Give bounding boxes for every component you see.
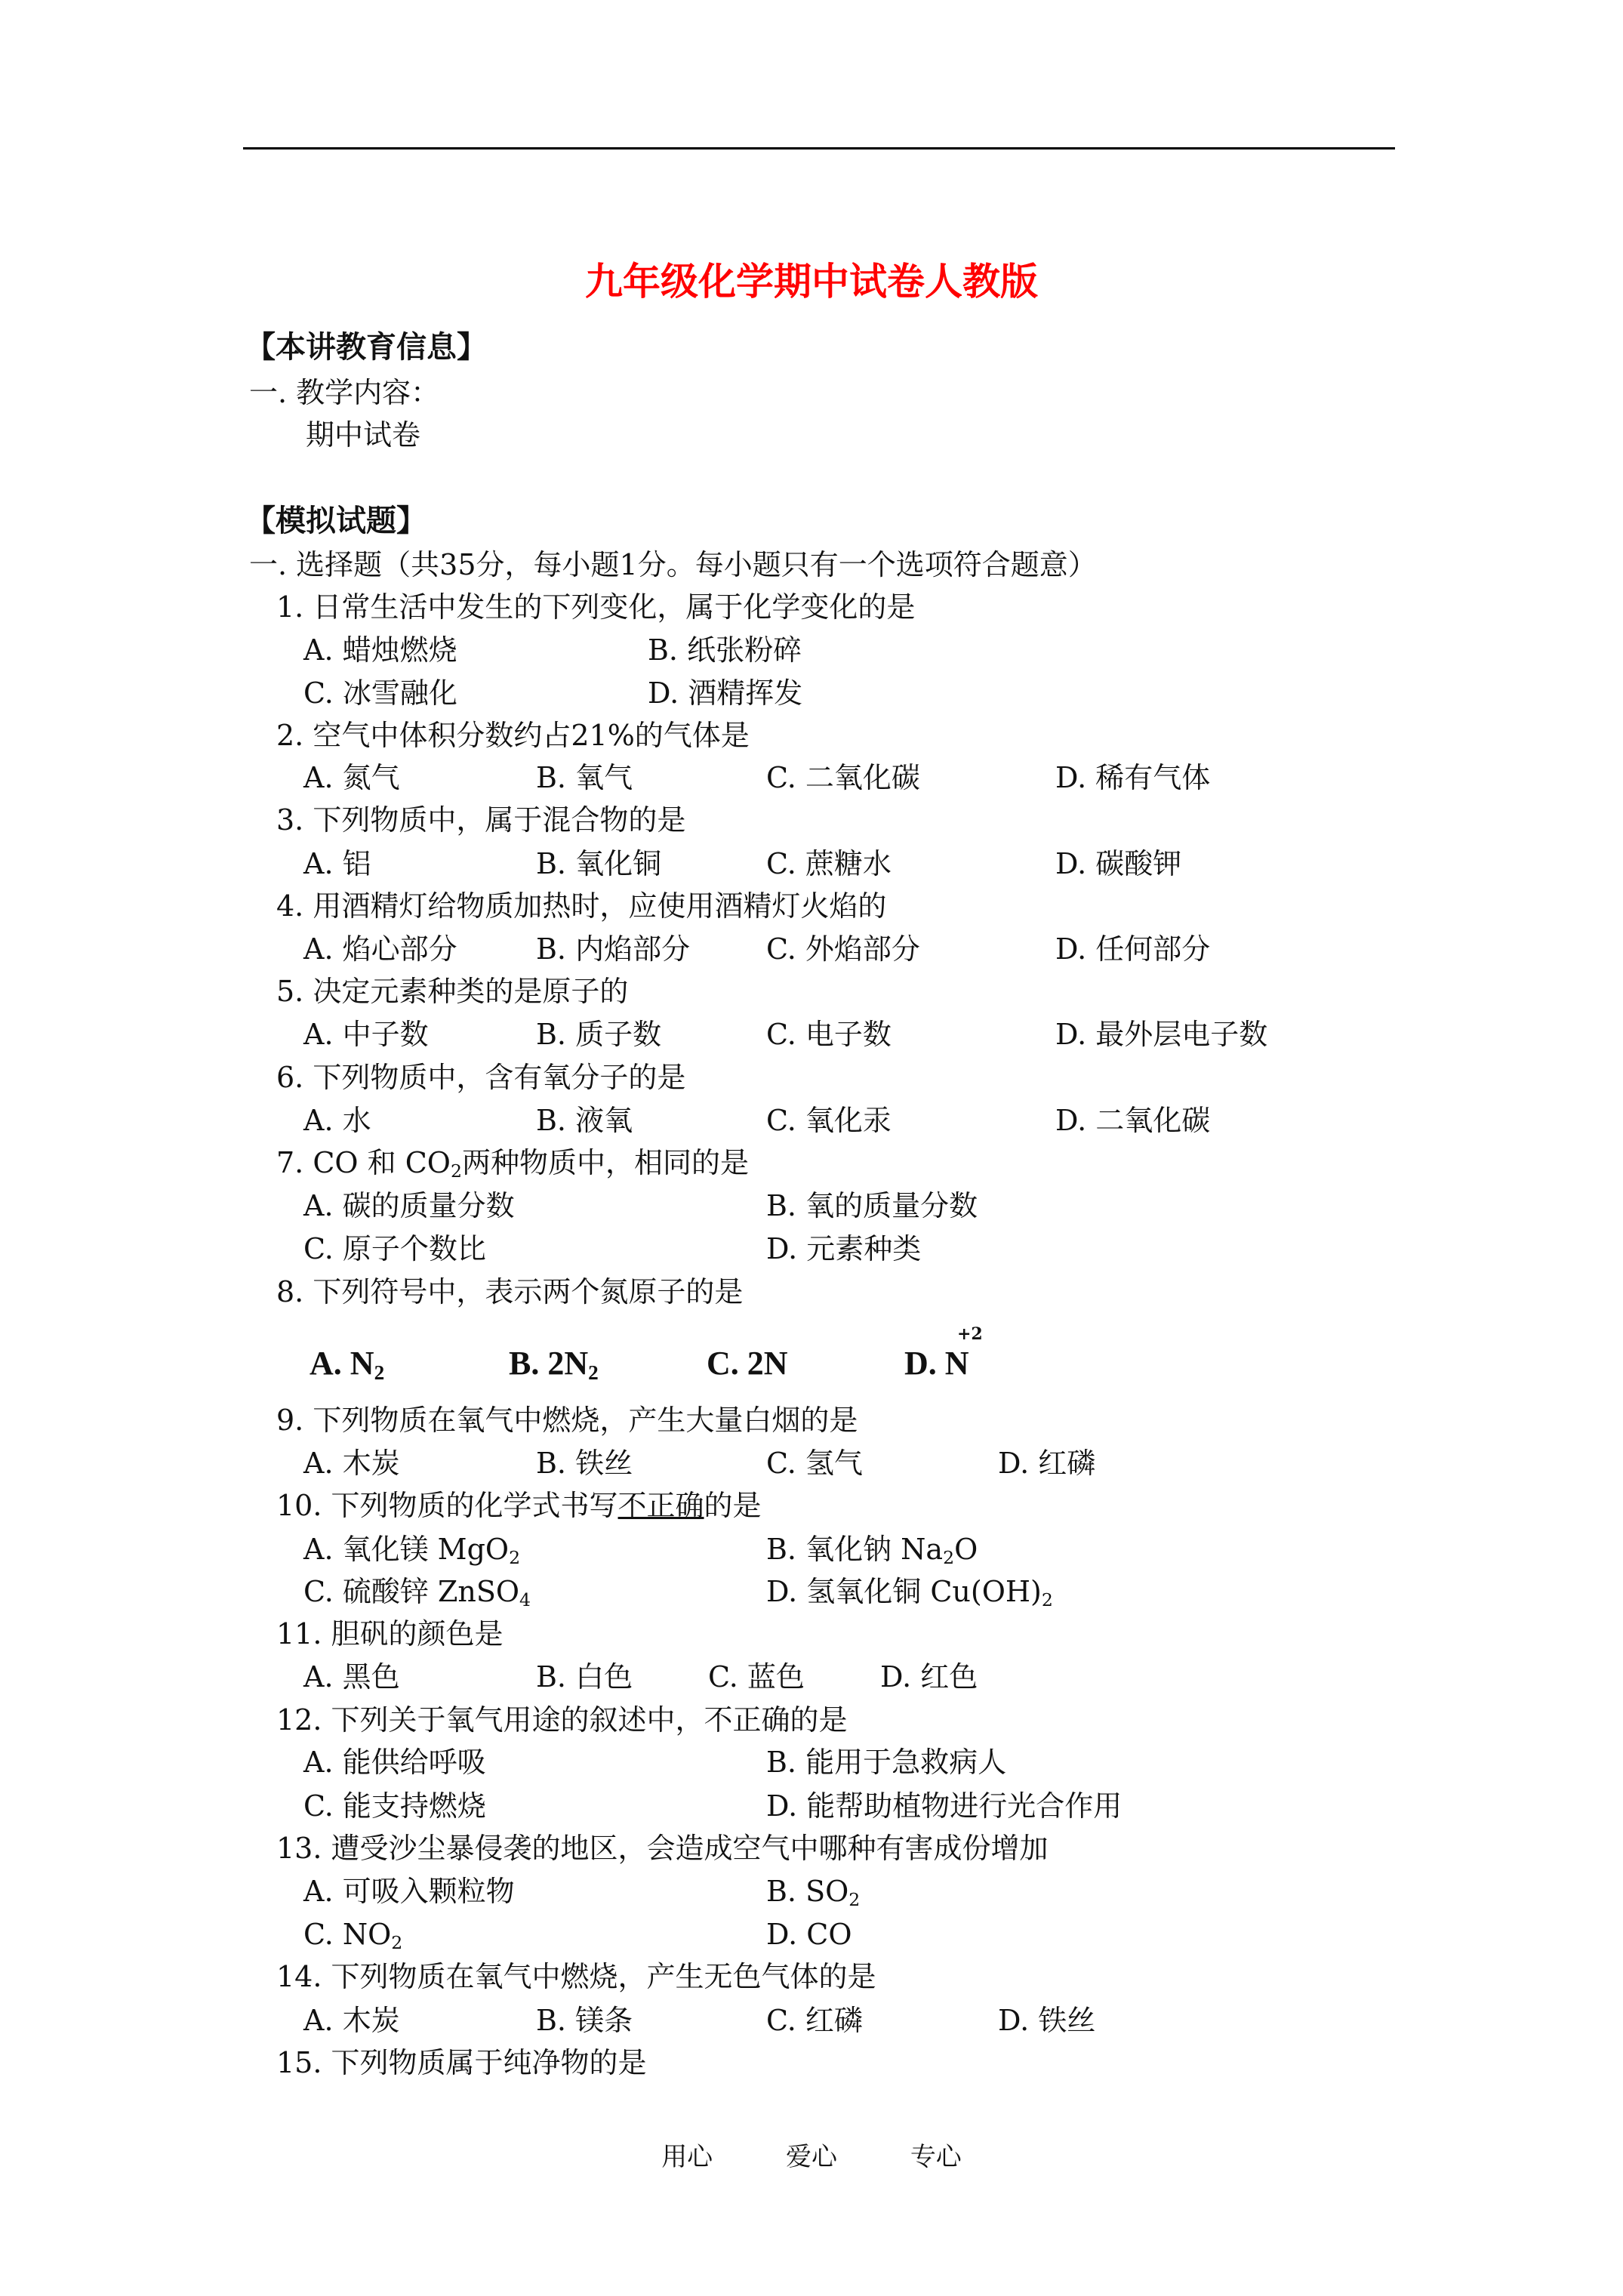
question-7: 7. CO 和 $CO_2$两种物质中，相同的是 [276,1146,749,1182]
question-9: 9. 下列物质在氧气中燃烧，产生大量白烟的是 [276,1404,858,1437]
q1-option-c: C. 冰雪融化 [303,676,457,710]
q12-option-a: A. 能供给呼吸 [303,1746,486,1779]
page-footer [0,2138,1623,2176]
q13-option-b: B. $SO_2$ [766,1875,861,1910]
q4-option-c: C. 外焰部分 [766,932,920,966]
q12-option-b: B. 能用于急救病人 [766,1746,1007,1779]
footer-text-1: 用心 [661,2142,713,2172]
page-title: 九年级化学期中试卷人教版 [585,259,1038,304]
q7-option-b: B. 氧的质量分数 [766,1189,978,1222]
q8-option-d: D. N [904,1345,969,1382]
q6-option-c: C. 氧化汞 [766,1104,892,1137]
q4-option-a: A. 焰心部分 [303,932,457,966]
question-15: 15. 下列物质属于纯净物的是 [276,2046,647,2079]
q7-option-d: D. 元素种类 [766,1232,922,1265]
part1-heading: 一. 选择题（共35分，每小题1分。每小题只有一个选项符合题意） [249,548,1097,581]
section-test-heading: 【模拟试题】 [245,503,427,538]
q7-option-c: C. 原子个数比 [303,1232,486,1265]
q1-option-d: D. 酒精挥发 [648,676,803,710]
q6-option-b: B. 液氧 [536,1104,633,1137]
q2-option-a: A. 氮气 [303,761,400,794]
q12-option-d: D. 能帮助植物进行光合作用 [766,1789,1123,1823]
q13-option-c: C. $NO_2$ [303,1918,403,1953]
question-11: 11. 胆矾的颜色是 [276,1617,504,1650]
q2-option-b: B. 氧气 [536,761,633,794]
q14-option-c: C. 红磷 [766,2004,863,2037]
question-12: 12. 下列关于氧气用途的叙述中，不正确的是 [276,1703,848,1737]
question-2: 2. 空气中体积分数约占21%的气体是 [276,719,750,752]
q4-option-d: D. 任何部分 [1055,932,1211,966]
q9-option-c: C. 氢气 [766,1447,863,1480]
q11-option-b: B. 白色 [536,1660,633,1693]
q1-option-a: A. 蜡烛燃烧 [303,633,457,667]
q8-option-d-valence: +2 [957,1324,983,1344]
question-1: 1. 日常生活中发生的下列变化，属于化学变化的是 [276,590,916,624]
q5-option-b: B. 质子数 [536,1018,662,1051]
q14-option-d: D. 铁丝 [998,2004,1096,2037]
q5-option-d: D. 最外层电子数 [1055,1018,1268,1051]
q6-option-d: D. 二氧化碳 [1055,1104,1211,1137]
question-3: 3. 下列物质中，属于混合物的是 [276,803,686,837]
q10-option-c: C. 硫酸锌 ZnSO$_4$ [303,1575,531,1610]
q8-option-c: C. 2N [707,1345,788,1382]
question-13: 13. 遭受沙尘暴侵袭的地区，会造成空气中哪种有害成份增加 [276,1832,1049,1865]
q8-option-b: B. $2N_2$ [509,1345,599,1384]
q3-option-d: D. 碳酸钾 [1055,847,1182,880]
q8-option-a: A. $N_2$ [310,1345,385,1384]
q13-option-d: D. CO [766,1918,852,1951]
q6-option-a: A. 水 [303,1104,371,1137]
q3-option-a: A. 铝 [303,847,371,880]
q14-option-a: A. 木炭 [303,2004,400,2037]
q2-option-d: D. 稀有气体 [1055,761,1211,794]
q12-option-c: C. 能支持燃烧 [303,1789,486,1823]
question-5: 5. 决定元素种类的是原子的 [276,975,629,1008]
q5-option-a: A. 中子数 [303,1018,429,1051]
q13-option-a: A. 可吸入颗粒物 [303,1875,515,1908]
q9-option-b: B. 铁丝 [536,1447,633,1480]
header-rule [243,147,1395,149]
q9-option-a: A. 木炭 [303,1447,400,1480]
q11-option-a: A. 黑色 [303,1660,400,1693]
content-heading: 一. 教学内容： [249,376,440,409]
question-8: 8. 下列符号中，表示两个氮原子的是 [276,1275,744,1308]
question-6: 6. 下列物质中，含有氧分子的是 [276,1061,686,1094]
q10-option-d: D. 氢氧化铜 $Cu(OH)_2$ [766,1575,1053,1610]
question-4: 4. 用酒精灯给物质加热时，应使用酒精灯火焰的 [276,889,887,923]
q9-option-d: D. 红磷 [998,1447,1096,1480]
footer-text-2: 爱心 [786,2142,837,2172]
q14-option-b: B. 镁条 [536,2004,633,2037]
question-14: 14. 下列物质在氧气中燃烧，产生无色气体的是 [276,1960,876,1993]
q2-option-c: C. 二氧化碳 [766,761,920,794]
content-text: 期中试卷 [306,418,421,451]
q4-option-b: B. 内焰部分 [536,932,691,966]
section-info-heading: 【本讲教育信息】 [245,329,487,365]
q3-option-b: B. 氧化铜 [536,847,662,880]
q5-option-c: C. 电子数 [766,1018,892,1051]
q11-option-d: D. 红色 [880,1660,978,1693]
q10-option-b: B. 氧化钠 $Na_2O$ [766,1533,978,1568]
q11-option-c: C. 蓝色 [708,1660,805,1693]
question-10: 10. 下列物质的化学式书写不正确的是 [276,1489,762,1522]
q7-option-a: A. 碳的质量分数 [303,1189,515,1222]
q3-option-c: C. 蔗糖水 [766,847,892,880]
footer-text-3: 专心 [910,2142,962,2172]
q10-option-a: A. 氧化镁 MgO$_2$ [303,1533,521,1568]
q1-option-b: B. 纸张粉碎 [648,633,802,667]
